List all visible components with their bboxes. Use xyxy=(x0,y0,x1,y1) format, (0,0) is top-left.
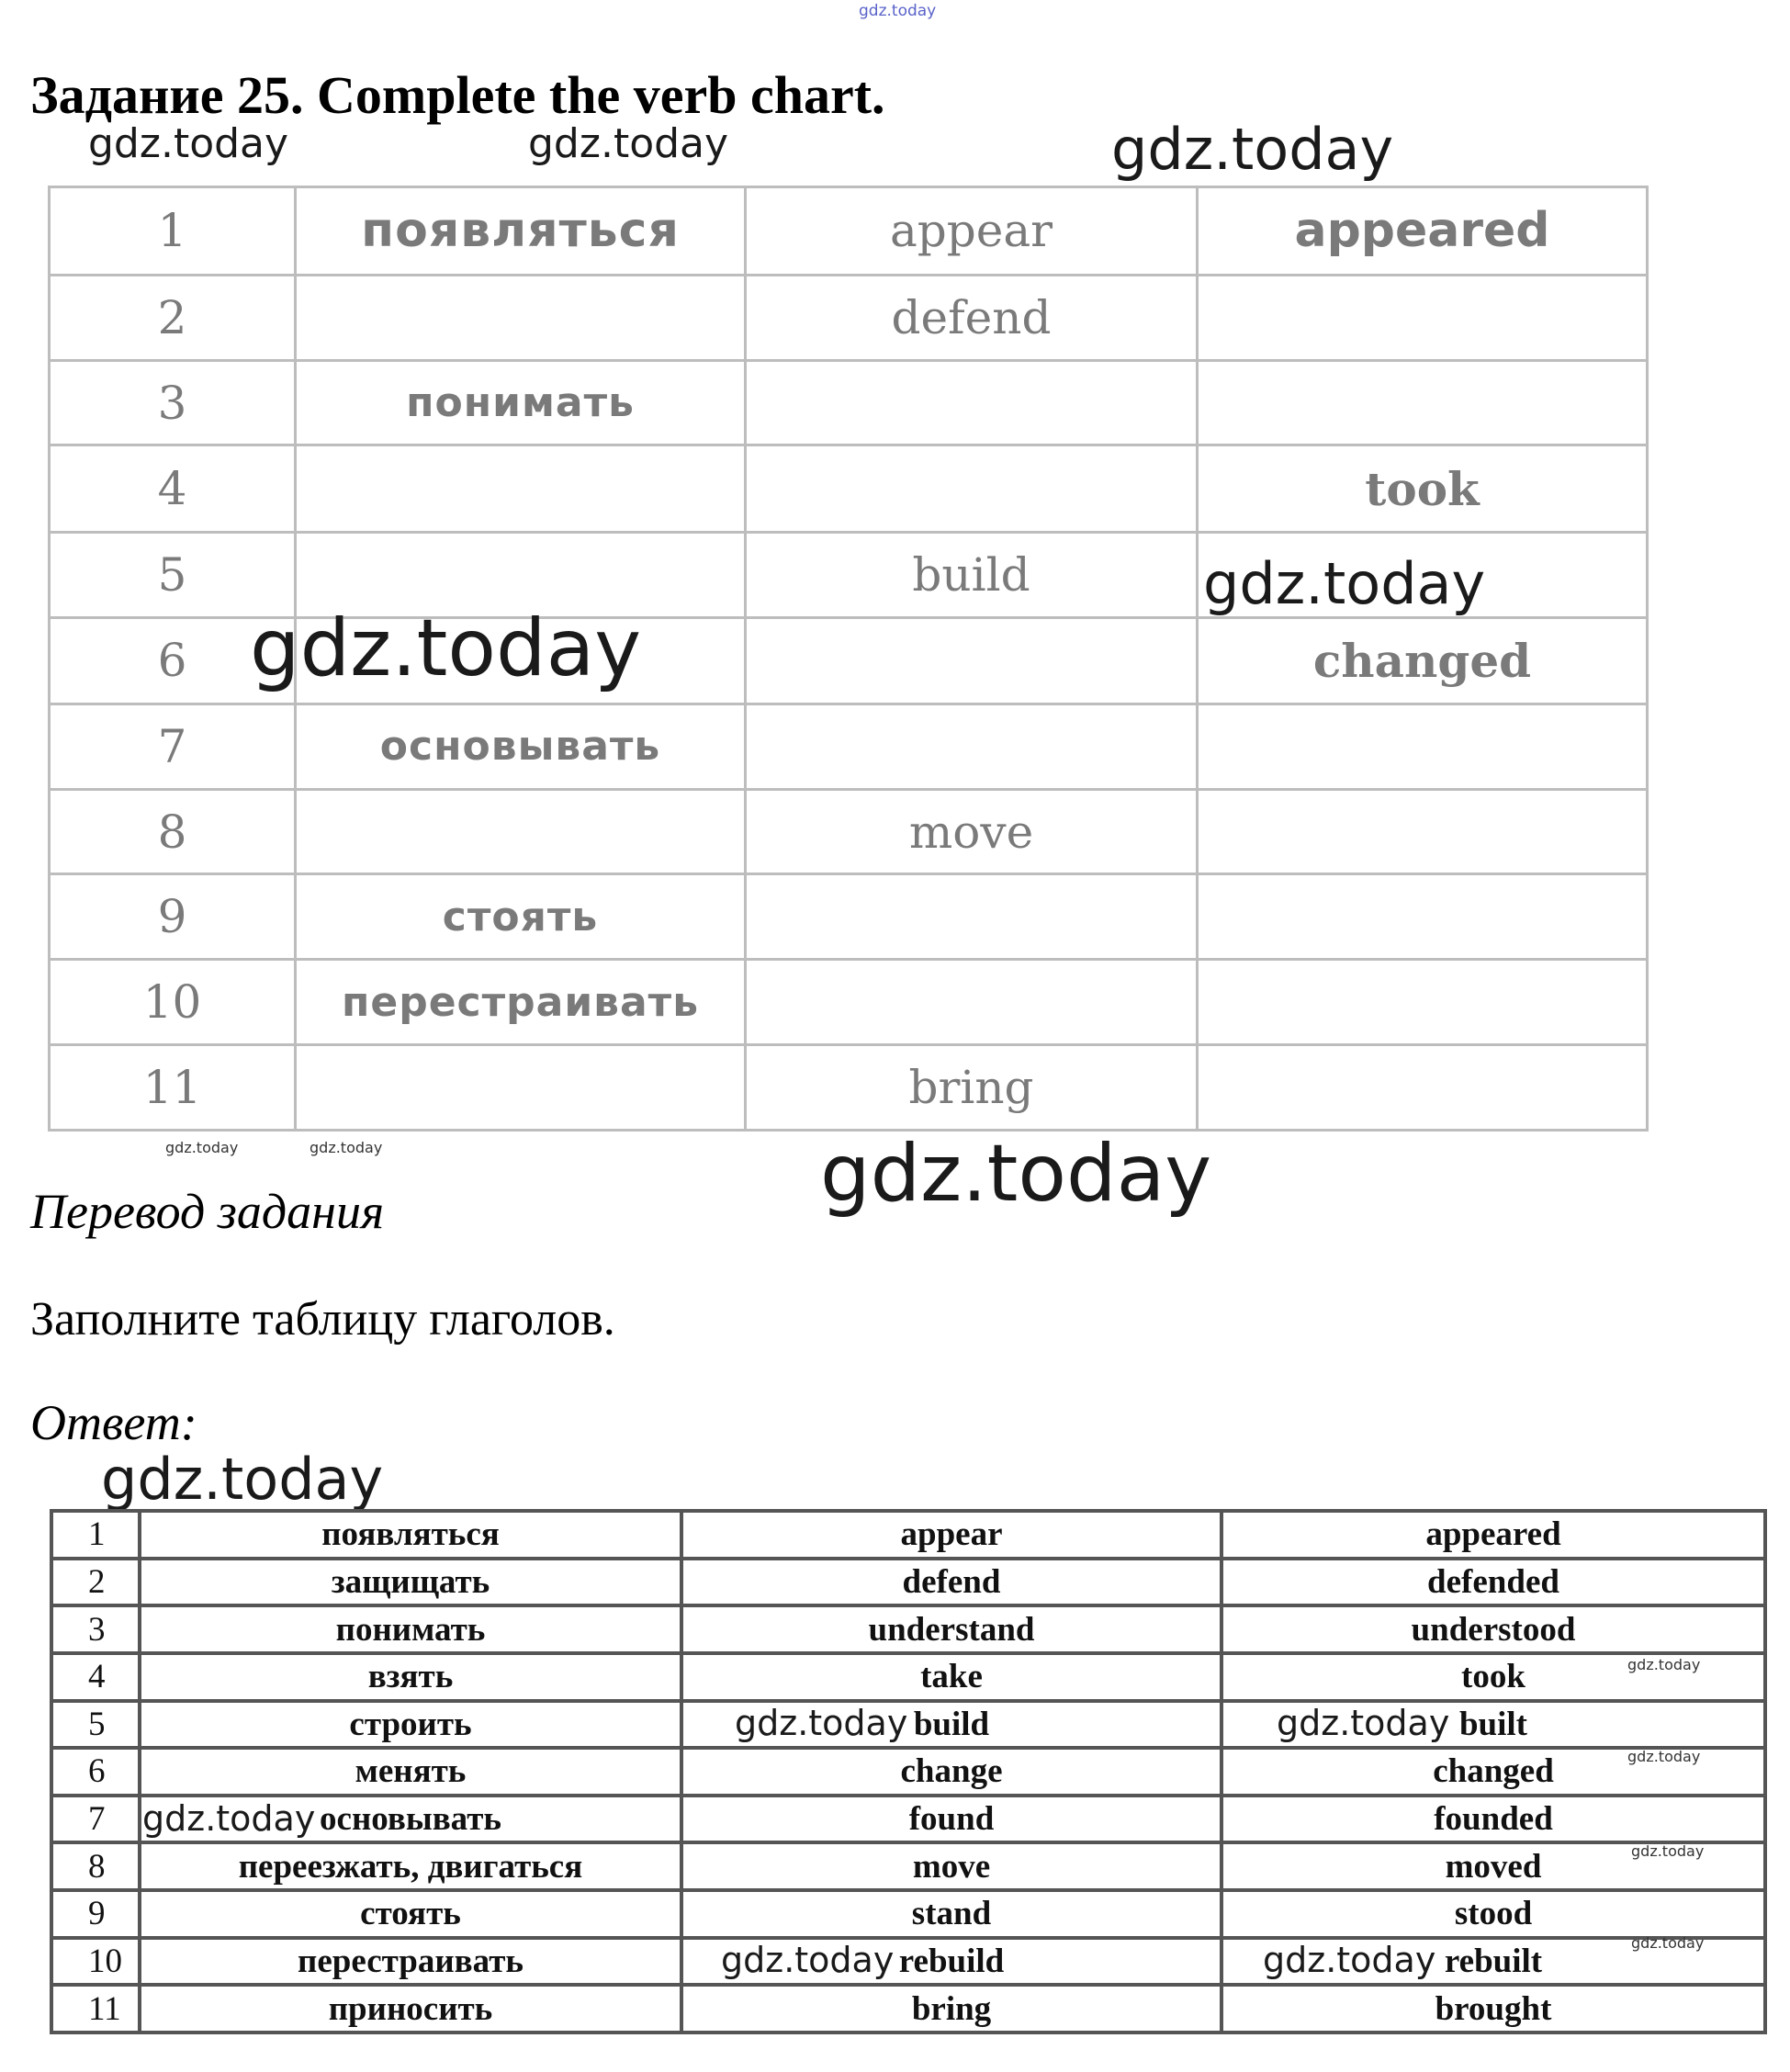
infinitive: appear xyxy=(681,1511,1221,1559)
watermark: gdz.today xyxy=(820,1128,1212,1220)
table-row xyxy=(50,445,1648,532)
table-row xyxy=(50,789,1648,874)
watermark: gdz.today xyxy=(101,1446,384,1513)
russian-verb: понимать xyxy=(296,360,746,445)
row-number: 3 xyxy=(51,1605,140,1653)
table-row xyxy=(51,1511,1765,1559)
row-number: 11 xyxy=(50,1045,296,1131)
russian-verb: строить xyxy=(140,1701,681,1749)
table-row xyxy=(51,1748,1765,1796)
row-number: 9 xyxy=(51,1890,140,1938)
infinitive: defend xyxy=(681,1559,1221,1606)
row-number: 10 xyxy=(50,960,296,1045)
infinitive: build xyxy=(681,1701,1221,1749)
past-form: took xyxy=(1198,445,1648,532)
russian-verb xyxy=(296,275,746,360)
row-number: 4 xyxy=(50,445,296,532)
past-form: changed xyxy=(1221,1748,1765,1796)
russian-verb: перестраивать xyxy=(140,1938,681,1986)
row-number: 2 xyxy=(51,1559,140,1606)
watermark: gdz.today xyxy=(250,602,642,694)
past-form: moved xyxy=(1221,1842,1765,1890)
russian-verb: приносить xyxy=(140,1985,681,2033)
infinitive xyxy=(746,445,1198,532)
table-row xyxy=(50,960,1648,1045)
row-number: 5 xyxy=(51,1701,140,1749)
table-row xyxy=(51,1842,1765,1890)
russian-verb: перестраивать xyxy=(296,960,746,1045)
row-number: 8 xyxy=(50,789,296,874)
table-row xyxy=(51,1985,1765,2033)
watermark-top: gdz.today xyxy=(859,2,937,20)
russian-verb: понимать xyxy=(140,1605,681,1653)
infinitive: stand xyxy=(681,1890,1221,1938)
table-row xyxy=(51,1701,1765,1749)
russian-verb: появляться xyxy=(140,1511,681,1559)
past-form: appeared xyxy=(1198,187,1648,276)
russian-verb: основывать xyxy=(296,704,746,789)
watermark-small: gdz.today xyxy=(1627,1656,1701,1673)
past-form xyxy=(1198,275,1648,360)
table-row xyxy=(51,1605,1765,1653)
past-form: stood xyxy=(1221,1890,1765,1938)
past-form: took xyxy=(1221,1653,1765,1701)
translation-text: Заполните таблицу глаголов. xyxy=(30,1293,615,1346)
russian-verb: менять xyxy=(140,1748,681,1796)
row-number: 9 xyxy=(50,874,296,960)
infinitive: appear xyxy=(746,187,1198,276)
infinitive: move xyxy=(681,1842,1221,1890)
russian-verb: переезжать, двигаться xyxy=(140,1842,681,1890)
table-row xyxy=(50,275,1648,360)
past-form: built xyxy=(1221,1701,1765,1749)
row-number: 11 xyxy=(51,1985,140,2033)
russian-verb: основывать xyxy=(140,1796,681,1843)
table-row xyxy=(51,1559,1765,1606)
infinitive: defend xyxy=(746,275,1198,360)
past-form xyxy=(1198,960,1648,1045)
translation-heading: Перевод задания xyxy=(30,1184,385,1239)
row-number: 3 xyxy=(50,360,296,445)
russian-verb: взять xyxy=(140,1653,681,1701)
infinitive: understand xyxy=(681,1605,1221,1653)
infinitive: bring xyxy=(746,1045,1198,1131)
infinitive xyxy=(746,874,1198,960)
watermark: gdz.today xyxy=(528,120,729,167)
past-form: brought xyxy=(1221,1985,1765,2033)
row-number: 1 xyxy=(50,187,296,276)
table-row xyxy=(50,1045,1648,1131)
infinitive: found xyxy=(681,1796,1221,1843)
row-number: 5 xyxy=(50,532,296,617)
task-title: Задание 25. Complete the verb chart. xyxy=(30,65,885,125)
table-row xyxy=(51,1938,1765,1986)
table-row xyxy=(51,1653,1765,1701)
past-form: founded xyxy=(1221,1796,1765,1843)
row-number: 4 xyxy=(51,1653,140,1701)
watermark: gdz.today xyxy=(88,120,289,167)
watermark: gdz.today xyxy=(1111,116,1394,183)
russian-verb: появляться xyxy=(296,187,746,276)
watermark: gdz.today xyxy=(721,1940,895,1980)
table-row xyxy=(50,187,1648,276)
watermark-small: gdz.today xyxy=(165,1139,239,1156)
russian-verb xyxy=(296,789,746,874)
past-form xyxy=(1198,1045,1648,1131)
infinitive: take xyxy=(681,1653,1221,1701)
watermark: gdz.today xyxy=(1203,550,1486,617)
past-form: changed xyxy=(1198,617,1648,704)
past-form: appeared xyxy=(1221,1511,1765,1559)
past-form xyxy=(1198,874,1648,960)
past-form xyxy=(1198,789,1648,874)
watermark: gdz.today xyxy=(735,1703,908,1743)
table-row xyxy=(50,360,1648,445)
past-form: rebuilt xyxy=(1221,1938,1765,1986)
watermark: gdz.today xyxy=(1277,1703,1450,1743)
table-row xyxy=(51,1890,1765,1938)
infinitive xyxy=(746,360,1198,445)
answer-heading: Ответ: xyxy=(30,1395,197,1450)
row-number: 1 xyxy=(51,1511,140,1559)
russian-verb: стоять xyxy=(140,1890,681,1938)
table-row xyxy=(50,704,1648,789)
russian-verb: стоять xyxy=(296,874,746,960)
answer-verb-table xyxy=(50,1509,1767,2034)
infinitive xyxy=(746,617,1198,704)
infinitive xyxy=(746,960,1198,1045)
row-number: 7 xyxy=(50,704,296,789)
past-form xyxy=(1198,360,1648,445)
row-number: 2 xyxy=(50,275,296,360)
table-row xyxy=(50,874,1648,960)
watermark-small: gdz.today xyxy=(1627,1748,1701,1765)
past-form: defended xyxy=(1221,1559,1765,1606)
infinitive: change xyxy=(681,1748,1221,1796)
row-number: 10 xyxy=(51,1938,140,1986)
infinitive: move xyxy=(746,789,1198,874)
watermark-small: gdz.today xyxy=(310,1139,383,1156)
infinitive xyxy=(746,704,1198,789)
past-form: understood xyxy=(1221,1605,1765,1653)
watermark: gdz.today xyxy=(1263,1940,1436,1980)
infinitive: bring xyxy=(681,1985,1221,2033)
row-number: 6 xyxy=(50,617,296,704)
russian-verb xyxy=(296,445,746,532)
watermark-small: gdz.today xyxy=(1631,1842,1705,1860)
row-number: 7 xyxy=(51,1796,140,1843)
past-form xyxy=(1198,704,1648,789)
row-number: 8 xyxy=(51,1842,140,1890)
infinitive: rebuild xyxy=(681,1938,1221,1986)
watermark: gdz.today xyxy=(142,1798,316,1839)
infinitive: build xyxy=(746,532,1198,617)
russian-verb: защищать xyxy=(140,1559,681,1606)
watermark-small: gdz.today xyxy=(1631,1934,1705,1952)
row-number: 6 xyxy=(51,1748,140,1796)
russian-verb xyxy=(296,1045,746,1131)
